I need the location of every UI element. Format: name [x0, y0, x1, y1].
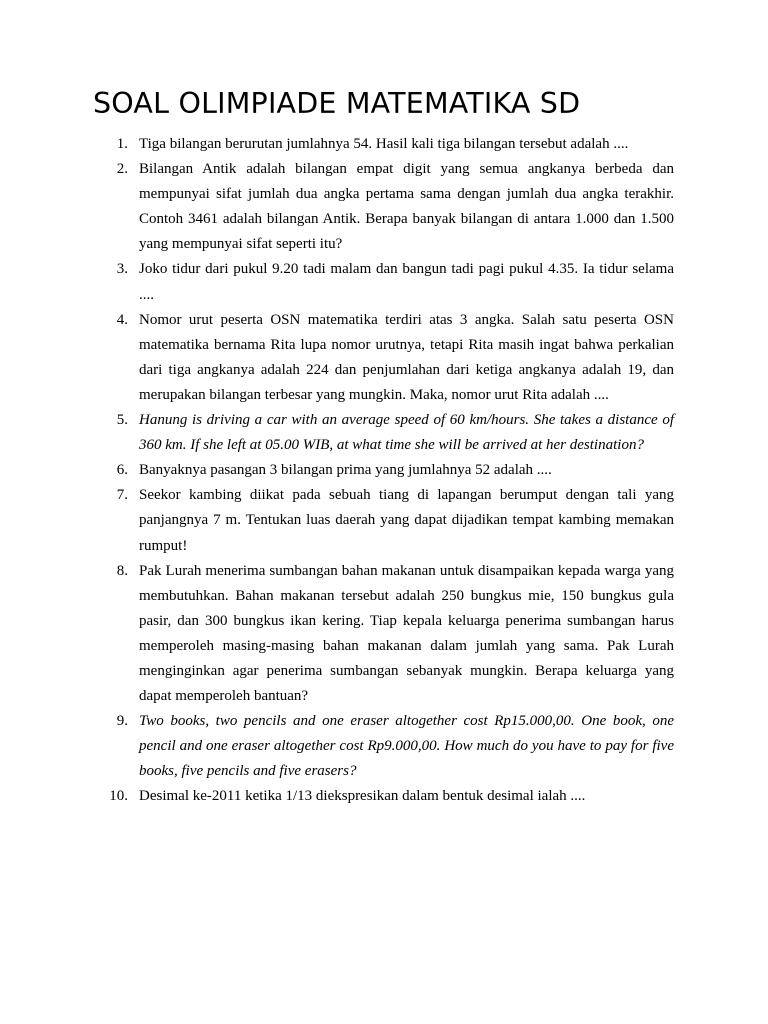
- question-text: Nomor urut peserta OSN matematika terdiri atas 3 angka. Salah satu peserta OSN matematika bernama Rita lupa nomor urutnya, tetapi Rita masih ingat bahwa perkalian dari tiga angkanya adalah 224 dan penjumlahan dari ketiga angkanya adalah 19, dan merupakan bilangan terbesar yang mungkin. Maka, nomor urut Rita adalah ....: [139, 311, 674, 403]
- question-number: 6.: [116, 462, 128, 479]
- question-number: 10.: [109, 788, 128, 805]
- question-item: [93, 308, 674, 408]
- question-text: Banyaknya pasangan 3 bilangan prima yang jumlahnya 52 adalah ....: [139, 462, 552, 479]
- question-text: Two books, two pencils and one eraser altogether cost Rp15.000,00. One book, one pencil and one eraser altogether cost Rp9.000,00. How much do you have to pay for five books, five pencils and five erasers?: [139, 713, 674, 780]
- question-item: [93, 559, 674, 710]
- page-title: SOAL OLIMPIADE MATEMATIKA SD: [93, 87, 581, 120]
- question-text: Tiga bilangan berurutan jumlahnya 54. Hasil kali tiga bilangan tersebut adalah ....: [139, 136, 629, 152]
- question-item: [93, 132, 674, 157]
- question-number: 5.: [116, 412, 128, 429]
- question-text: Joko tidur dari pukul 9.20 tadi malam dan bangun tadi pagi pukul 4.35. Ia tidur selama ....: [139, 261, 674, 303]
- question-text: Hanung is driving a car with an average speed of 60 km/hours. She takes a distance of 360 km. If she left at 05.00 WIB, at what time she will be arrived at her destination?: [139, 412, 674, 454]
- question-text: Seekor kambing diikat pada sebuah tiang di lapangan berumput dengan tali yang panjangnya 7 m. Tentukan luas daerah yang dapat dijadikan tempat kambing memakan rumput!: [139, 487, 674, 554]
- question-text: Desimal ke-2011 ketika 1/13 diekspresikan dalam bentuk desimal ialah ....: [139, 788, 586, 805]
- question-number: 7.: [116, 487, 128, 504]
- question-number: 2.: [116, 161, 128, 178]
- question-number: 1.: [116, 136, 128, 152]
- question-item: [93, 784, 674, 809]
- question-item: [93, 709, 674, 784]
- question-text: Bilangan Antik adalah bilangan empat digit yang semua angkanya berbeda dan mempunyai sifat jumlah dua angka pertama sama dengan jumlah dua angka terakhir. Contoh 3461 adalah bilangan Antik. Berapa banyak bilangan di antara 1.000 dan 1.500 yang mempunyai sifat seperti itu?: [139, 161, 674, 253]
- question-number: 3.: [116, 261, 128, 278]
- question-list: [93, 132, 674, 810]
- question-text: Pak Lurah menerima sumbangan bahan makanan untuk disampaikan kepada warga yang membutuhkan. Bahan makanan tersebut adalah 250 bungkus mie, 150 bungkus gula pasir, dan 300 bungkus ikan kering. Tiap kepala keluarga penerima sumbangan harus memperoleh masing-masing bahan makanan dalam jumlah yang sama. Pak Lurah menginginkan agar penerima sumbangan sebanyak mungkin. Berapa keluarga yang dapat memperoleh bantuan?: [139, 562, 674, 705]
- question-item: [93, 157, 674, 257]
- question-item: [93, 408, 674, 458]
- question-number: 4.: [116, 311, 128, 328]
- question-number: 8.: [116, 562, 128, 579]
- question-number: 9.: [116, 713, 128, 730]
- question-item: [93, 257, 674, 307]
- question-item: [93, 458, 674, 483]
- question-item: [93, 483, 674, 558]
